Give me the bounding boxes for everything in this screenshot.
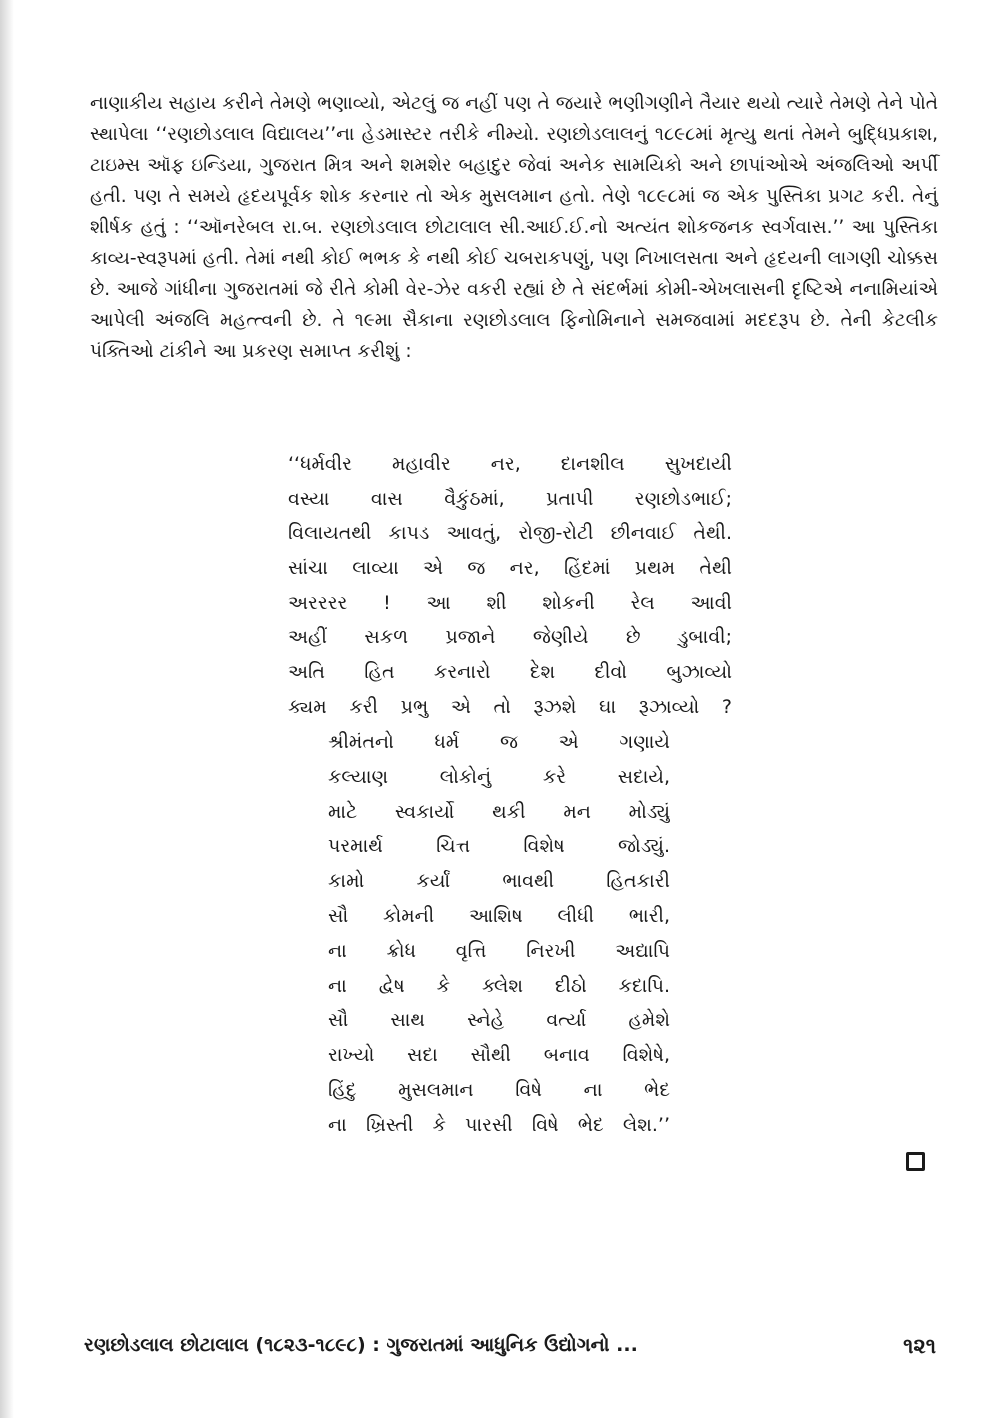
poem-line: કામો કર્યાં ભાવથી હિતકારી [328,870,670,893]
poem-line: પરમાર્થ ચિત્ત વિશેષ જોડ્યું. [328,835,670,858]
chapter-end-square-icon [906,1152,925,1171]
page-number: ૧૨૧ [903,1334,936,1358]
poem-line: સૌ કોમની આશિષ લીધી ભારી, [328,904,670,927]
poem-line: અતિ હિત કરનારો દેશ દીવો બુઝાવ્યો [288,661,732,684]
body-paragraph-block [90,88,938,367]
poem-line: માટે સ્વકાર્યો થકી મન મોડ્યું [328,800,670,823]
poem-line: વિલાયતથી કાપડ આવતું, રોજી-રોટી છીનવાઈ તેથી. [288,522,732,545]
page-edge-shadow [0,0,14,1418]
poem-stanza-2 [328,725,670,1143]
poem-line: ક્યમ કરી પ્રભુ એ તો રૂઝશે ઘા રૂઝાવ્યો ? [288,695,732,718]
poem-line: કલ્યાણ લોકોનું કરે સદાયે, [328,765,670,788]
poem-line: સાંચા લાવ્યા એ જ નર, હિંદમાં પ્રથમ તેથી [288,557,732,580]
poem-line: ના ક્રોધ વૃત્તિ નિરખી અદ્યાપિ [328,939,670,962]
poem-line: શ્રીમંતનો ધર્મ જ એ ગણાયે [328,731,670,753]
poem-line: ના ખ્રિસ્તી કે પારસી વિષે ભેદ લેશ.’’ [328,1113,670,1136]
poem-line: હિંદુ મુસલમાન વિષે ના ભેદ [328,1078,670,1101]
poem-line: ‘‘ધર્મવીર મહાવીર નર, દાનશીલ સુખદાયી [288,453,732,475]
poem-line: અરરરર ! આ શી શોકની રેલ આવી [288,591,732,614]
running-footer-title: રણછોડલાલ છોટાલાલ (૧૮૨૩-૧૮૯૮) : ગુજરાતમાં આધુનિક ઉદ્યોગનો ... [84,1334,638,1356]
poem-line: રાખ્યો સદા સૌથી બનાવ વિશેષે, [328,1044,670,1067]
poem-stanza-1 [288,447,732,725]
poem-line: વસ્યા વાસ વૈકુંઠમાં, પ્રતાપી રણછોડભાઈ; [288,487,732,510]
body-paragraph: નાણાકીય સહાય કરીને તેમણે ભણાવ્યો, એટલું જ નહીં પણ તે જયારે ભણીગણીને તૈયાર થયો ત્યારે તેમણે તેને પોતે સ્થાપેલા ‘‘રણછોડલાલ વિદ્યાલય’’ના હેડમાસ્ટર તરીકે નીમ્યો. રણછોડલાલનું ૧૮૯૮માં મૃત્યુ થતાં તેમને બુદ્ધિપ્રકાશ, ટાઇમ્સ ઑફ ઇન્ડિયા, ગુજરાત મિત્ર અને શમશેર બહાદુર જેવાં અનેક સામયિકો અને છાપાંઓએ અંજલિઓ અર્પી હતી. પણ તે સમયે હૃદયપૂર્વક શોક કરનાર તો એક મુસલમાન હતો. તેણે ૧૮૯૮માં જ એક પુસ્તિકા પ્રગટ કરી. તેનું શીર્ષક હતું : ‘‘ઑનરેબલ રા.બ. રણછોડલાલ છોટાલાલ સી.આઈ.ઈ.નો અત્યંત શોકજનક સ્વર્ગવાસ.’’ આ પુસ્તિકા કાવ્ય-સ્વરૂપમાં હતી. તેમાં નથી કોઈ ભભક કે નથી કોઈ ચબરાકપણું, પણ નિખાલસતા અને હૃદયની લાગણી ચોક્કસ છે. આજે ગાંધીના ગુજરાતમાં જે રીતે કોમી વેર-ઝેર વકરી રહ્યાં છે તે સંદર્ભમાં કોમી-એખલાસની દૃષ્ટિએ નનામિયાંએ આપેલી અંજલિ મહત્ત્વની છે. તે ૧૯મા સૈકાના રણછોડલાલ ફિનોમિનાને સમજવામાં મદદરૂપ છે. તેની કેટલીક પંક્તિઓ ટાંકીને આ પ્રકરણ સમાપ્ત કરીશું : [90,93,938,362]
poem-line: અહીં સકળ પ્રજાને જેણીયે છે ડુબાવી; [288,626,732,649]
poem-line: સૌ સાથ સ્નેહે વર્ત્યા હમેશે [328,1009,670,1032]
poem-line: ના દ્વેષ કે ક્લેશ દીઠો કદાપિ. [328,974,670,997]
